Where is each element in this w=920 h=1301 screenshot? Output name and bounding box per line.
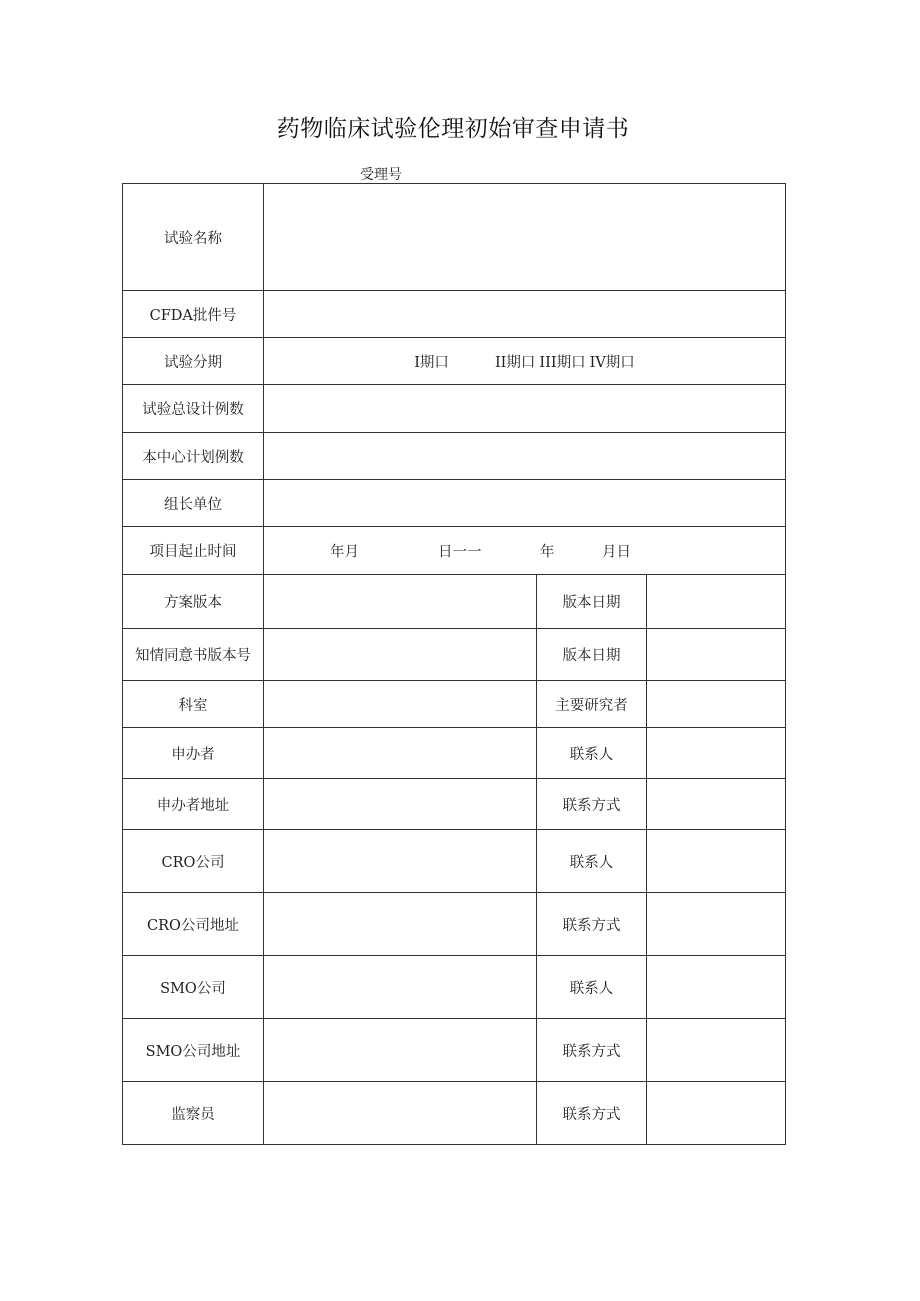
field-phase: [264, 338, 786, 385]
label-cfda: CFDA批件号: [123, 291, 264, 338]
label-leader: 组长单位: [123, 480, 264, 527]
label-monitor-method: 联系方式: [537, 1082, 647, 1145]
row-smo-address: [123, 1019, 786, 1082]
label-smo-address: SMO公司地址: [123, 1019, 264, 1082]
label-smo: SMO公司: [123, 956, 264, 1019]
field-sponsor[interactable]: [264, 728, 537, 779]
field-monitor[interactable]: [264, 1082, 537, 1145]
field-smo-address[interactable]: [264, 1019, 537, 1082]
row-trial-name: [123, 184, 786, 291]
receipt-label: 受理号: [360, 167, 402, 183]
field-cro-address[interactable]: [264, 893, 537, 956]
row-cfda: [123, 291, 786, 338]
label-department: 科室: [123, 681, 264, 728]
row-center-cases: [123, 433, 786, 480]
label-protocol-date: 版本日期: [537, 575, 647, 629]
label-protocol-version: 方案版本: [123, 575, 264, 629]
label-total-cases: 试验总设计例数: [123, 385, 264, 433]
row-period: [123, 527, 786, 575]
label-monitor: 监察员: [123, 1082, 264, 1145]
label-sponsor: 申办者: [123, 728, 264, 779]
label-center-cases: 本中心计划例数: [123, 433, 264, 480]
field-protocol-date[interactable]: [647, 575, 786, 629]
label-sponsor-contact: 联系人: [537, 728, 647, 779]
receipt-number-field[interactable]: [402, 169, 540, 184]
phase-option-2[interactable]: II期口: [494, 354, 536, 371]
row-smo: [123, 956, 786, 1019]
field-sponsor-contact[interactable]: [647, 728, 786, 779]
field-icf-date[interactable]: [647, 629, 786, 681]
label-cro-method: 联系方式: [537, 893, 647, 956]
label-phase: 试验分期: [123, 338, 264, 385]
field-sponsor-address[interactable]: [264, 779, 537, 830]
label-cro: CRO公司: [123, 830, 264, 893]
phase-option-4[interactable]: IV期口: [589, 354, 635, 371]
row-leader: [123, 480, 786, 527]
phase-option-1[interactable]: I期口: [414, 354, 449, 371]
field-cro-contact[interactable]: [647, 830, 786, 893]
row-cro: [123, 830, 786, 893]
field-period[interactable]: [264, 527, 786, 575]
period-part-3: 年: [540, 544, 555, 560]
row-department: [123, 681, 786, 728]
field-pi[interactable]: [647, 681, 786, 728]
period-part-2: 日一一: [438, 544, 482, 560]
field-icf-version[interactable]: [264, 629, 537, 681]
field-smo-contact[interactable]: [647, 956, 786, 1019]
field-cfda[interactable]: [264, 291, 786, 338]
field-cro-method[interactable]: [647, 893, 786, 956]
label-smo-method: 联系方式: [537, 1019, 647, 1082]
field-trial-name[interactable]: [264, 184, 786, 291]
receipt-number: [360, 164, 540, 184]
field-department[interactable]: [264, 681, 537, 728]
label-cro-contact: 联系人: [537, 830, 647, 893]
phase-option-3[interactable]: III期口: [539, 354, 586, 371]
row-sponsor-address: [123, 779, 786, 830]
row-protocol-version: [123, 575, 786, 629]
label-period: 项目起止时间: [123, 527, 264, 575]
period-part-1: 年月: [330, 544, 359, 560]
label-smo-contact: 联系人: [537, 956, 647, 1019]
row-icf-version: [123, 629, 786, 681]
document-title: 药物临床试验伦理初始审查申请书: [276, 116, 630, 142]
application-form-table: [122, 183, 786, 1145]
field-leader[interactable]: [264, 480, 786, 527]
field-smo[interactable]: [264, 956, 537, 1019]
period-part-4: 月日: [602, 544, 631, 560]
label-icf-version: 知情同意书版本号: [123, 629, 264, 681]
field-cro[interactable]: [264, 830, 537, 893]
label-pi: 主要研究者: [537, 681, 647, 728]
label-trial-name: 试验名称: [123, 184, 264, 291]
label-sponsor-method: 联系方式: [537, 779, 647, 830]
field-total-cases[interactable]: [264, 385, 786, 433]
row-cro-address: [123, 893, 786, 956]
field-protocol-version[interactable]: [264, 575, 537, 629]
row-sponsor: [123, 728, 786, 779]
label-icf-date: 版本日期: [537, 629, 647, 681]
field-smo-method[interactable]: [647, 1019, 786, 1082]
row-monitor: [123, 1082, 786, 1145]
label-sponsor-address: 申办者地址: [123, 779, 264, 830]
label-cro-address: CRO公司地址: [123, 893, 264, 956]
field-sponsor-method[interactable]: [647, 779, 786, 830]
field-center-cases[interactable]: [264, 433, 786, 480]
field-monitor-method[interactable]: [647, 1082, 786, 1145]
row-total-cases: [123, 385, 786, 433]
row-phase: [123, 338, 786, 385]
